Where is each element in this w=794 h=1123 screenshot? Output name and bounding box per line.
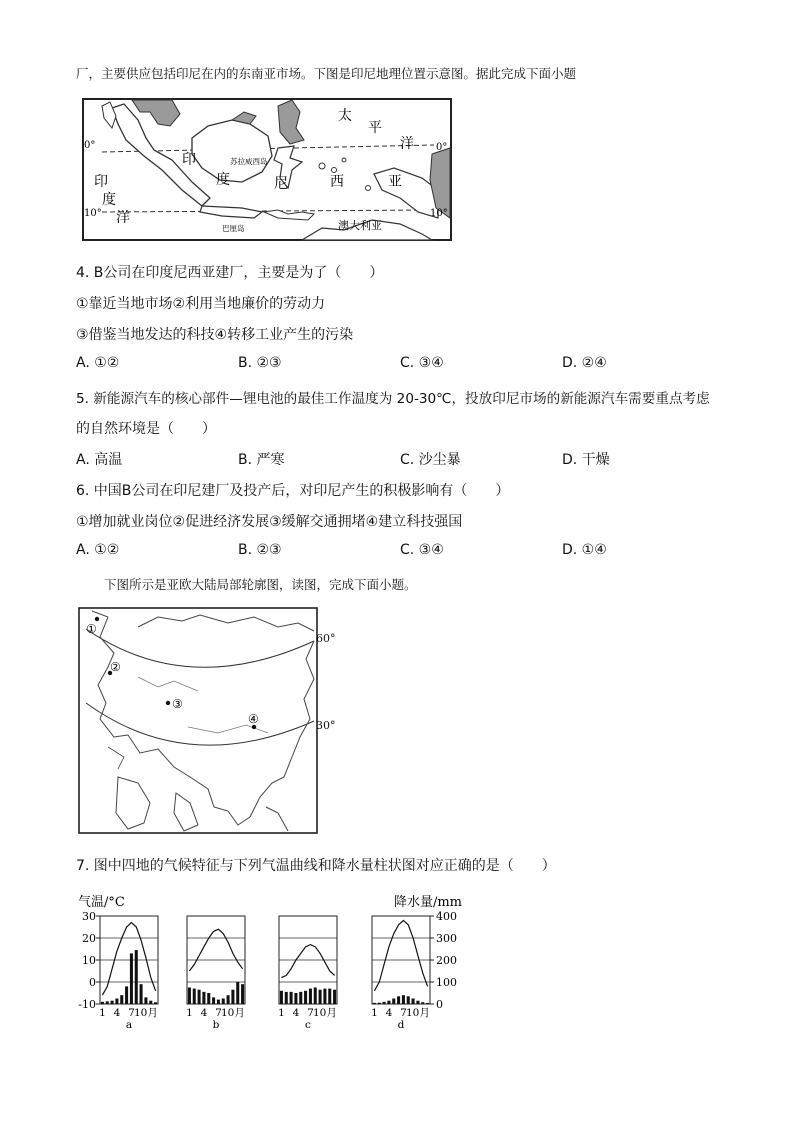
q5-option-b[interactable]: B. 严寒 xyxy=(238,452,285,468)
precip-bar xyxy=(392,999,395,1005)
precip-bar xyxy=(101,1002,104,1004)
precip-bar xyxy=(106,1001,109,1004)
precip-bar xyxy=(299,992,302,1004)
q7-stem: 7. 图中四地的气候特征与下列气温曲线和降水量柱状图对应正确的是（ ） xyxy=(76,858,556,874)
precip-tick-label: 100 xyxy=(436,976,457,989)
point-3-label: ③ xyxy=(172,697,183,711)
precip-bar xyxy=(397,996,400,1004)
q4-option-a[interactable]: A. ①② xyxy=(76,355,120,371)
precip-bar xyxy=(231,990,234,1004)
q6-stem: 6. 中国B公司在印尼建厂及投产后，对印尼产生的积极影响有（ ） xyxy=(76,483,510,499)
point-4-label: ④ xyxy=(248,712,259,726)
precip-bar xyxy=(135,950,138,1004)
chart-label-d: d xyxy=(397,1019,405,1031)
precip-bar xyxy=(328,989,331,1004)
precip-bar xyxy=(378,1003,381,1004)
precip-bar xyxy=(294,993,297,1004)
precip-bar xyxy=(412,999,415,1005)
precip-tick-label: 0 xyxy=(436,998,443,1011)
precip-bar xyxy=(212,997,215,1004)
month-tick-label: 7 xyxy=(400,1007,407,1019)
precip-bar xyxy=(402,995,405,1004)
month-tick-label: 10月 xyxy=(133,1007,158,1019)
q6-option-c[interactable]: C. ③④ xyxy=(400,542,444,558)
temp-tick-label: 0 xyxy=(89,976,96,989)
precip-bar xyxy=(193,989,196,1004)
map-label-indian-1: 印 xyxy=(94,174,108,190)
month-tick-label: 4 xyxy=(200,1007,208,1019)
precip-bar xyxy=(290,992,293,1004)
lat-10-left: 10° xyxy=(84,208,102,219)
precip-bar xyxy=(426,1003,429,1004)
month-tick-label: 1 xyxy=(99,1007,106,1019)
q4-option-d[interactable]: D. ②④ xyxy=(562,355,607,371)
month-tick-label: 10月 xyxy=(220,1007,245,1019)
q6-option-b[interactable]: B. ②③ xyxy=(238,542,282,558)
precip-bar xyxy=(383,1002,386,1004)
precip-bar xyxy=(387,1001,390,1004)
temp-tick-label: 10 xyxy=(82,954,96,967)
month-tick-label: 4 xyxy=(385,1007,393,1019)
map-label-indian-2: 度 xyxy=(102,192,116,208)
month-tick-label: 7 xyxy=(307,1007,314,1019)
precip-bar xyxy=(149,1001,152,1004)
precip-bar xyxy=(198,990,201,1004)
point-1-label: ① xyxy=(86,622,97,636)
q4-stem: 4. B公司在印度尼西亚建厂，主要是为了（ ） xyxy=(76,265,384,281)
precip-bar xyxy=(241,984,244,1004)
month-tick-label: 7 xyxy=(215,1007,222,1019)
map-label-indian-3: 洋 xyxy=(116,210,130,226)
map-label-indo-2: 度 xyxy=(216,172,230,188)
precip-bar xyxy=(125,986,128,1004)
eurasia-map xyxy=(78,607,320,835)
month-tick-label: 7 xyxy=(128,1007,135,1019)
precip-bar xyxy=(227,995,230,1004)
temp-curve xyxy=(102,923,155,996)
precip-tick-label: 200 xyxy=(436,954,457,967)
lat-60-label: 60° xyxy=(316,632,336,645)
precip-bar xyxy=(202,992,205,1004)
lat-30-label: 30° xyxy=(316,719,336,732)
map-label-pacific-1: 太 xyxy=(338,108,352,124)
map-label-bali: 巴厘岛 xyxy=(222,224,245,233)
month-tick-label: 4 xyxy=(292,1007,300,1019)
precip-bar xyxy=(130,953,133,1004)
q5-stem-continued: 的自然环境是（ ） xyxy=(76,421,216,437)
temp-curve xyxy=(189,929,242,971)
precip-bar xyxy=(421,1002,424,1004)
precip-axis-label: 降水量/mm xyxy=(393,895,462,910)
precip-bar xyxy=(333,990,336,1004)
month-tick-label: 10月 xyxy=(312,1007,337,1019)
intro-text-2: 下图所示是亚欧大陆局部轮廓图，读图，完成下面小题。 xyxy=(104,577,417,592)
q4-statements-2: ③借鉴当地发达的科技④转移工业产生的污染 xyxy=(76,327,354,343)
precip-bar xyxy=(222,999,225,1005)
lat-10-right: 10° xyxy=(430,208,448,219)
temp-tick-label: -10 xyxy=(78,998,96,1011)
lat-0-left: 0° xyxy=(84,140,96,151)
precip-bar xyxy=(304,991,307,1004)
precip-bar xyxy=(115,999,118,1005)
intro-text: 厂，主要供应包括印尼在内的东南亚市场。下图是印尼地理位置示意图。据此完成下面小题 xyxy=(76,66,577,81)
temp-curve xyxy=(281,945,334,978)
q5-stem: 5. 新能源汽车的核心部件—锂电池的最佳工作温度为 20-30℃，投放印尼市场的新能源汽车需要重点考虑 xyxy=(76,391,710,407)
precip-bar xyxy=(285,992,288,1004)
precip-tick-label: 400 xyxy=(436,910,457,923)
temp-curve xyxy=(374,920,427,990)
q4-option-c[interactable]: C. ③④ xyxy=(400,355,444,371)
q6-option-a[interactable]: A. ①② xyxy=(76,542,120,558)
precip-bar xyxy=(217,1000,220,1004)
month-tick-label: 1 xyxy=(186,1007,193,1019)
indonesia-map xyxy=(82,98,454,242)
precip-bar xyxy=(314,988,317,1005)
map-label-pacific-3: 洋 xyxy=(400,136,414,152)
point-2-label: ② xyxy=(110,660,121,674)
temp-tick-label: 30 xyxy=(82,910,96,923)
q6-statements: ①增加就业岗位②促进经济发展③缓解交通拥堵④建立科技强国 xyxy=(76,514,463,530)
precip-bar xyxy=(236,982,239,1004)
precip-bar xyxy=(188,988,191,1005)
precip-bar xyxy=(416,1001,419,1004)
q6-option-d[interactable]: D. ①④ xyxy=(562,542,607,558)
chart-label-c: c xyxy=(305,1019,311,1031)
precip-bar xyxy=(144,997,147,1004)
month-tick-label: 1 xyxy=(278,1007,285,1019)
precip-bar xyxy=(207,993,210,1004)
chart-label-a: a xyxy=(125,1019,133,1031)
q5-option-d[interactable]: D. 干燥 xyxy=(562,452,610,468)
map-label-australia: 澳大利亚 xyxy=(338,219,382,232)
precip-bar xyxy=(323,989,326,1004)
month-tick-label: 1 xyxy=(371,1007,378,1019)
precip-bar xyxy=(154,1002,157,1004)
chart-label-b: b xyxy=(212,1019,220,1031)
map-label-indo-1: 印 xyxy=(182,152,196,168)
month-tick-label: 4 xyxy=(113,1007,121,1019)
precip-bar xyxy=(319,990,322,1004)
map-label-sulawesi: 苏拉威西岛 xyxy=(230,157,268,166)
map-label-indo-5: 亚 xyxy=(388,174,402,190)
month-tick-label: 10月 xyxy=(405,1007,430,1019)
map-label-indo-3: 尼 xyxy=(274,176,288,192)
map-label-indo-4: 西 xyxy=(330,174,344,190)
precip-tick-label: 300 xyxy=(436,932,457,945)
precip-bar xyxy=(373,1003,376,1004)
precip-bar xyxy=(140,984,143,1004)
temp-tick-label: 20 xyxy=(82,932,96,945)
climate-charts xyxy=(74,886,474,1036)
q4-option-b[interactable]: B. ②③ xyxy=(238,355,282,371)
precip-bar xyxy=(407,996,410,1004)
map-label-pacific-2: 平 xyxy=(368,120,382,136)
q4-statements-1: ①靠近当地市场②利用当地廉价的劳动力 xyxy=(76,296,326,312)
q5-option-c[interactable]: C. 沙尘暴 xyxy=(400,452,461,468)
temp-axis-label: 气温/°C xyxy=(78,895,125,910)
q5-option-a[interactable]: A. 高温 xyxy=(76,452,123,468)
precip-bar xyxy=(111,1001,114,1004)
precip-bar xyxy=(120,995,123,1004)
precip-bar xyxy=(309,989,312,1004)
lat-0-right: 0° xyxy=(436,142,448,153)
precip-bar xyxy=(280,991,283,1004)
